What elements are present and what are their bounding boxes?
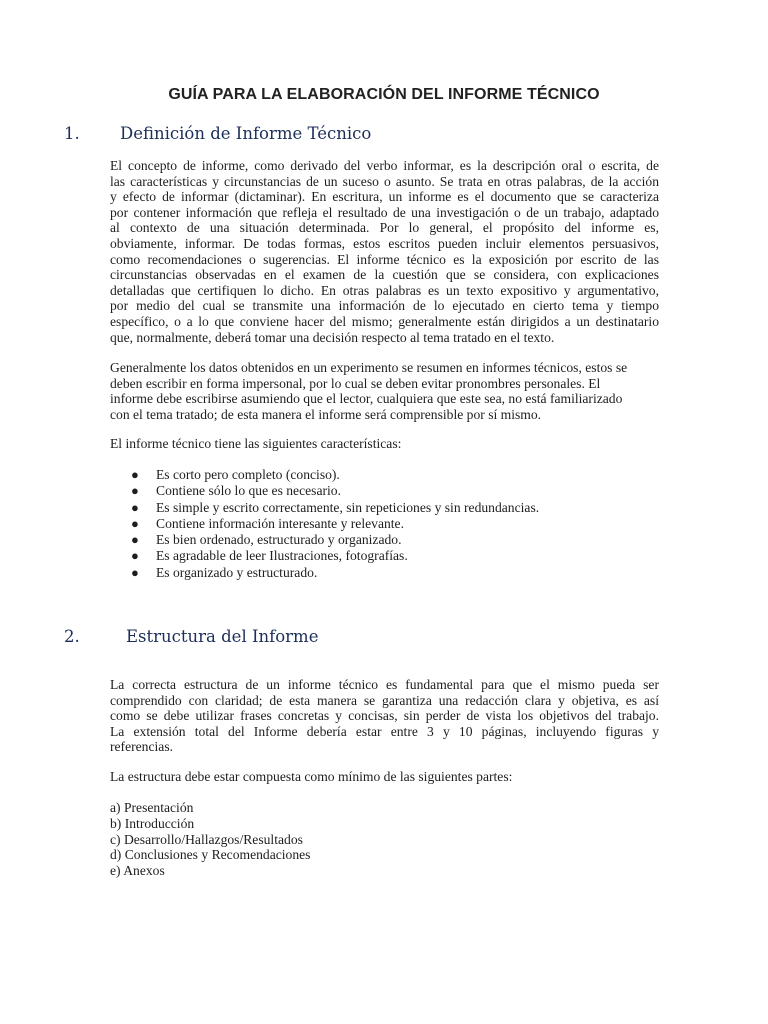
section-2-paragraph-1	[110, 677, 659, 755]
paragraph-line: circunstancias observadas en el examen de la cuestión que se considera, con explicaciones	[110, 267, 659, 283]
paragraph-line: por medio del cual se transmite una información de lo ejecutado en cierto tema y tiempo	[110, 298, 659, 314]
paragraph-line: comprendido con claridad; de esta manera se garantiza una redacción clara y objetiva, es así	[110, 692, 659, 708]
list-item: ● Es corto pero completo (conciso).	[131, 467, 340, 482]
bullet-icon: ●	[131, 499, 139, 515]
list-item: e) Anexos	[110, 863, 165, 879]
document-title: GUÍA PARA LA ELABORACIÓN DEL INFORME TÉCNICO	[168, 86, 600, 103]
paragraph-line: El concepto de informe, como derivado del verbo informar, es la descripción oral o escrita, de	[110, 158, 659, 173]
structure-parts-list	[110, 800, 310, 879]
paragraph-line: deben escribir en forma impersonal, por lo cual se deben evitar pronombres personales. El	[110, 375, 601, 391]
paragraph-line: y efecto de informar (dictaminar). En escritura, un informe es el documento que se caracteriza	[110, 189, 659, 205]
paragraph-line: La extensión total del Informe debería estar entre 3 y 10 páginas, incluyendo figuras y	[110, 723, 659, 739]
paragraph-line: detalladas que certifiquen lo dicho. En otras palabras es un texto expositivo y argumentativo,	[110, 282, 659, 298]
paragraph-line: como recomendaciones o sugerencias. El informe técnico es la exposición por escrito de las	[110, 251, 659, 267]
list-item: b) Introducción	[110, 815, 195, 831]
bullet-icon: ●	[131, 564, 139, 580]
paragraph-line: con el tema tratado; de esta manera el informe será comprensible por sí mismo.	[110, 406, 542, 422]
paragraph-line: que, normalmente, deberá tomar una decisión respecto al tema tratado en el texto.	[110, 329, 555, 345]
bullet-icon: ●	[131, 548, 139, 564]
bullet-icon: ●	[131, 515, 139, 531]
section-2-heading	[64, 626, 484, 648]
list-item: d) Conclusiones y Recomendaciones	[110, 847, 311, 863]
list-item: ● Es organizado y estructurado.	[131, 564, 318, 580]
list-item: c) Desarrollo/Hallazgos/Resultados	[110, 831, 303, 847]
section-2-title: Estructura del Informe	[126, 627, 319, 646]
section-1-paragraph-1	[110, 158, 659, 345]
section-1-title: Definición de Informe Técnico	[120, 124, 372, 143]
paragraph-line: las características y circunstancias de un suceso o asunto. Se trata en otras palabras, de la acción	[110, 173, 659, 189]
paragraph-line: obviamente, informar. De todas formas, estos escritos pueden incluir elementos persuasivos,	[110, 235, 659, 251]
paragraph-line: La correcta estructura de un informe técnico es fundamental para que el mismo pueda ser	[110, 677, 659, 692]
paragraph-line: específico, o a lo que conviene hacer del mismo; generalmente están dirigidos a un destinatario	[110, 313, 659, 329]
bullet-icon: ●	[131, 467, 139, 482]
list-item: ● Es simple y escrito correctamente, sin repeticiones y sin redundancias.	[131, 499, 540, 515]
section-1-heading	[64, 123, 484, 145]
list-item: a) Presentación	[110, 800, 194, 815]
list-item: ● Contiene sólo lo que es necesario.	[131, 483, 341, 499]
characteristics-list	[110, 467, 659, 581]
list-item: ● Es agradable de leer Ilustraciones, fotografías.	[131, 548, 408, 564]
section-1-number: 1.	[64, 124, 80, 143]
section-1-paragraph-2	[110, 360, 659, 422]
list-item: ● Es bien ordenado, estructurado y organizado.	[131, 532, 402, 548]
paragraph-line: como se debe utilizar frases concretas y concisas, sin perder de vista los objetivos del trabajo.	[110, 708, 659, 724]
list-item: ● Contiene información interesante y relevante.	[131, 515, 404, 531]
bullet-icon: ●	[131, 483, 139, 499]
bullet-icon: ●	[131, 532, 139, 548]
paragraph-line: al contexto de una situación determinada. Por lo general, el propósito del informe es,	[110, 220, 659, 236]
section-2-number: 2.	[64, 627, 80, 646]
section-2-paragraph-2: La estructura debe estar compuesta como mínimo de las siguientes partes:	[110, 769, 513, 784]
paragraph-line: por contener información que refleja el resultado de una investigación o de un trabajo, adaptado	[110, 204, 659, 220]
paragraph-line: referencias.	[110, 739, 174, 755]
paragraph-line: informe debe escribirse asumiendo que el lector, cualquiera que este sea, no está familiarizado	[110, 391, 623, 407]
paragraph-line: Generalmente los datos obtenidos en un experimento se resumen en informes técnicos, estos se	[110, 360, 628, 375]
section-1-paragraph-3: El informe técnico tiene las siguientes características:	[110, 436, 402, 451]
